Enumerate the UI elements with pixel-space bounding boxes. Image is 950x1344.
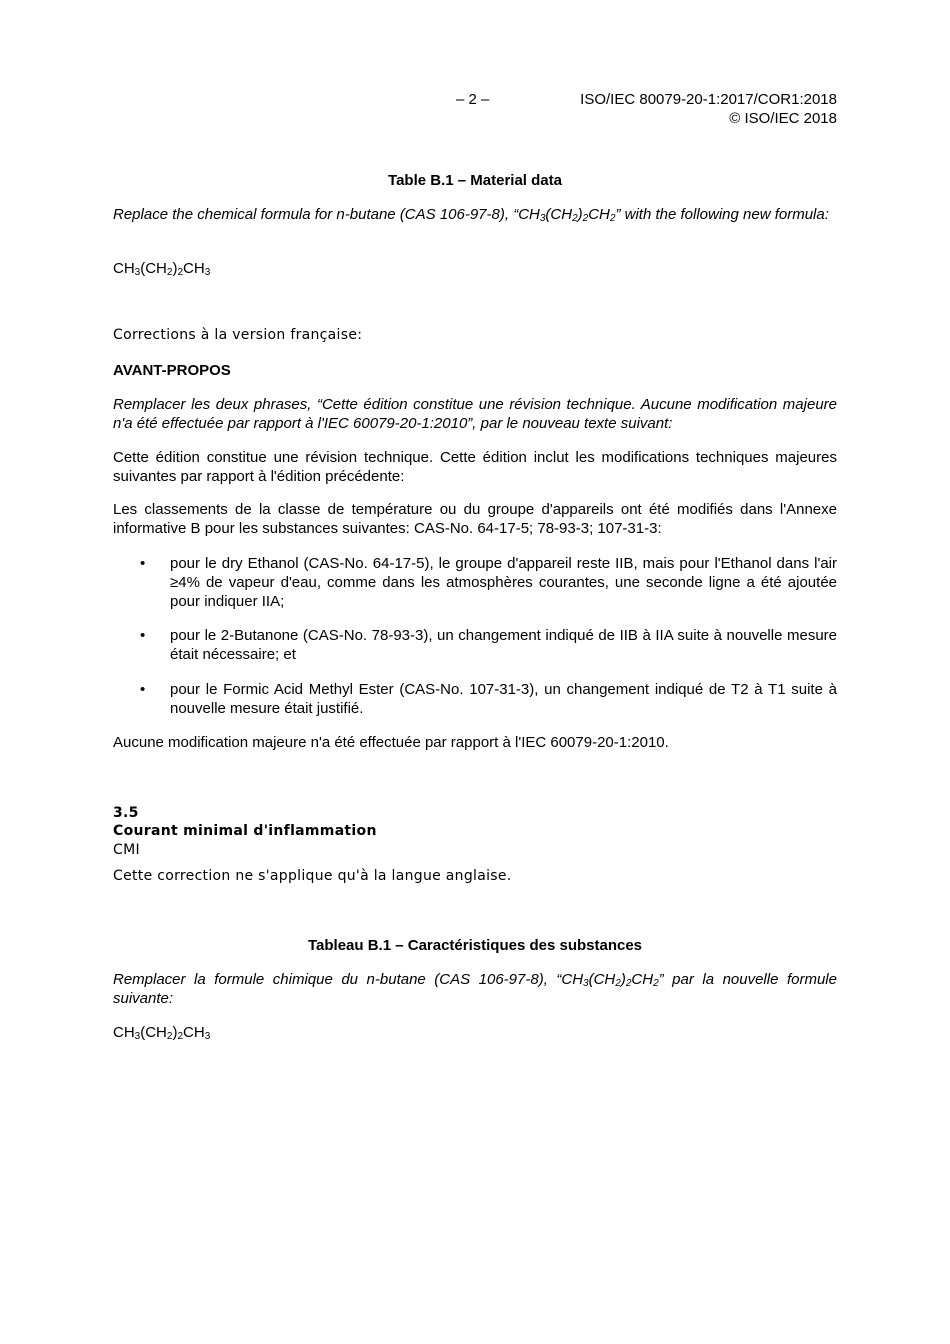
- formula-en: $CH_3(CH_2)_2CH_3$: [113, 260, 211, 278]
- list-item: [140, 680, 837, 718]
- page-number: – 2 –: [456, 91, 490, 108]
- instruction-fr: Remplacer les deux phrases, “Cette édition constitue une révision technique. Aucune modification majeure n'a été effectuée par rapport à l'IEC 60079-20-1:2010”, par le nouveau texte suivant:: [113, 396, 837, 432]
- standard-ref: ISO/IEC 80079-20-1:2017/COR1:2018: [580, 91, 837, 108]
- corrections-heading: Corrections à la version française:: [113, 327, 363, 343]
- clause-note: Cette correction ne s'applique qu'à la langue anglaise.: [113, 868, 512, 884]
- clause-abbreviation: CMI: [113, 842, 140, 858]
- instruction-en: Replace the chemical formula for n-butane (CAS 106-97-8), “$CH_3(CH_2)_2CH_2$” with the following new formula:: [113, 206, 829, 224]
- bullet-icon: •: [140, 627, 146, 644]
- formula-fr: $CH_3(CH_2)_2CH_3$: [113, 1024, 211, 1042]
- paragraph-1: Cette édition constitue une révision technique. Cette édition inclut les modifications techniques majeures suivantes par rapport à l'édition précédente:: [113, 449, 837, 485]
- avant-propos-heading: AVANT-PROPOS: [113, 362, 231, 379]
- instruction-table-fr: Remplacer la formule chimique du n-butane (CAS 106-97-8), “$CH_3(CH_2)_2CH_2$” par la nouvelle formule suivante:: [113, 971, 837, 1007]
- paragraph-2: Les classements de la classe de température ou du groupe d'appareils ont été modifiés dans l'Annexe informative B pour les substances suivantes: CAS-No. 64-17-5; 78-93-3; 107-31-3:: [113, 501, 837, 537]
- page-header: [113, 90, 837, 134]
- clause-number: 3.5: [113, 805, 139, 821]
- table-title-fr: Tableau B.1 – Caractéristiques des substances: [307, 937, 643, 954]
- instruction-en-suffix: with the following new formula:: [620, 206, 829, 223]
- paragraph-3: Aucune modification majeure n'a été effectuée par rapport à l'IEC 60079-20-1:2010.: [113, 734, 669, 751]
- list-item-text: pour le 2-Butanone (CAS-No. 78-93-3), un changement indiqué de IIB à IIA suite à nouvelle mesure était nécessaire; et: [170, 627, 837, 663]
- bullet-icon: •: [140, 681, 146, 698]
- instruction-table-fr-suffix: par la nouvelle formule suivante:: [113, 971, 837, 1007]
- instruction-table-fr-prefix: Remplacer la formule chimique du n-butane (CAS 106-97-8), “CH: [113, 971, 584, 988]
- list-item-text: pour le dry Ethanol (CAS-No. 64-17-5), le groupe d'appareil reste IIB, mais pour l'Ethanol dans l'air ≥4% de vapeur d'eau, comme dans les atmosphères courantes, une seconde ligne a été ajoutée pour indiquer IIA;: [170, 555, 837, 610]
- table-title-en: Table B.1 – Material data: [388, 172, 562, 189]
- list-item: [140, 554, 837, 611]
- bullet-icon: •: [140, 555, 146, 572]
- copyright: © ISO/IEC 2018: [729, 110, 837, 127]
- standard-reference: [580, 90, 837, 128]
- clause-title: Courant minimal d'inflammation: [113, 823, 377, 839]
- list-item-text: pour le Formic Acid Methyl Ester (CAS-No. 107-31-3), un changement indiqué de T2 à T1 suite à nouvelle mesure était justifié.: [170, 681, 837, 717]
- list-item: [140, 626, 837, 664]
- instruction-en-prefix: Replace the chemical formula for n-butane (CAS 106-97-8), “CH: [113, 206, 540, 223]
